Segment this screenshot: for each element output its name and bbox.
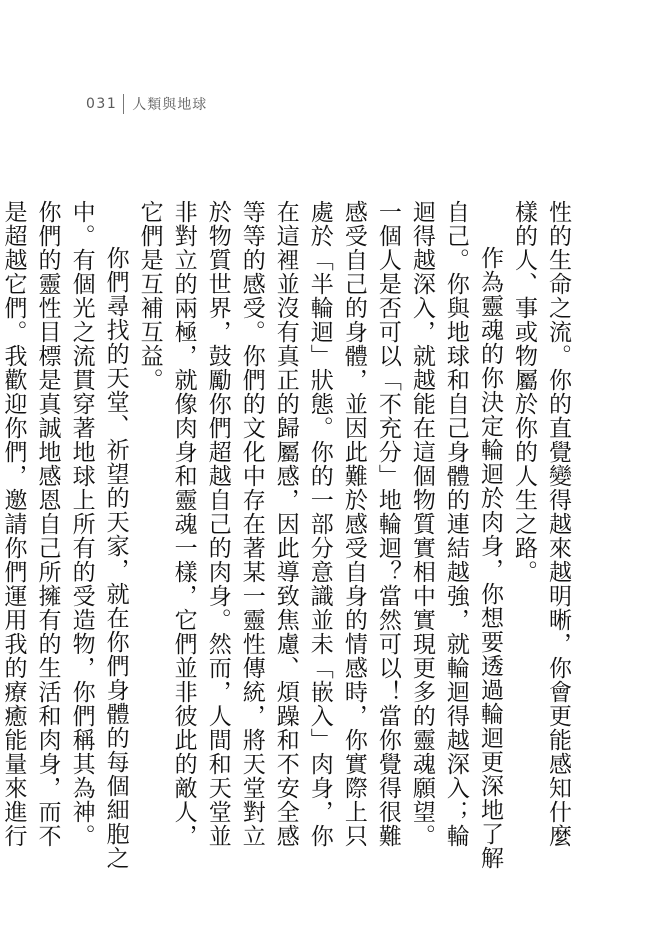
header-divider xyxy=(123,94,124,114)
body-text xyxy=(0,200,575,870)
page-number: 031 xyxy=(86,96,118,112)
chapter-title: 人類與地球 xyxy=(132,97,208,113)
paragraph: 作為靈魂的你決定輪迴於肉身，你想要透過輪迴更深地了解自己。你與地球和自己身體的連結越強，就輪迴得越深入；輪迴得越深入，就越能在這個物質實相中實現更多的靈魂願望。一個人是否可以「不充分」地輪迴？當然可以！當你覺得很難感受自己的身體，並因此難於感受自身的情感時，你實際上只處於「半輪迴」狀態。你的一部分意識並未「嵌入」肉身，你在這裡並沒有真正的歸屬感，因此導致焦慮、煩躁和不安全感等等的感受。你們的文化中存在著某一靈性傳統，將天堂對立於物質世界，鼓勵你們超越自己的肉身。然而，人間和天堂並非對立的兩極，就像肉身和靈魂一樣，它們並非彼此的敵人，它們是互補互益。 xyxy=(136,200,503,870)
paragraph: 性的生命之流。你的直覺變得越來越明晰，你會更能感知什麼樣的人、事或物屬於你的人生之路。 xyxy=(510,200,571,848)
page-header xyxy=(86,92,207,116)
paragraph: 你們尋找的天堂、祈望的天家，就在你們身體的每個細胞之中。有個光之流貫穿著地球上所有的受造物，你們稱其為神。你們的靈性目標是真誠地感恩自己所擁有的生活和肉身，而不是超越它們。我歡迎你們，邀請你們運用我的療癒能量來進行 xyxy=(0,200,129,870)
